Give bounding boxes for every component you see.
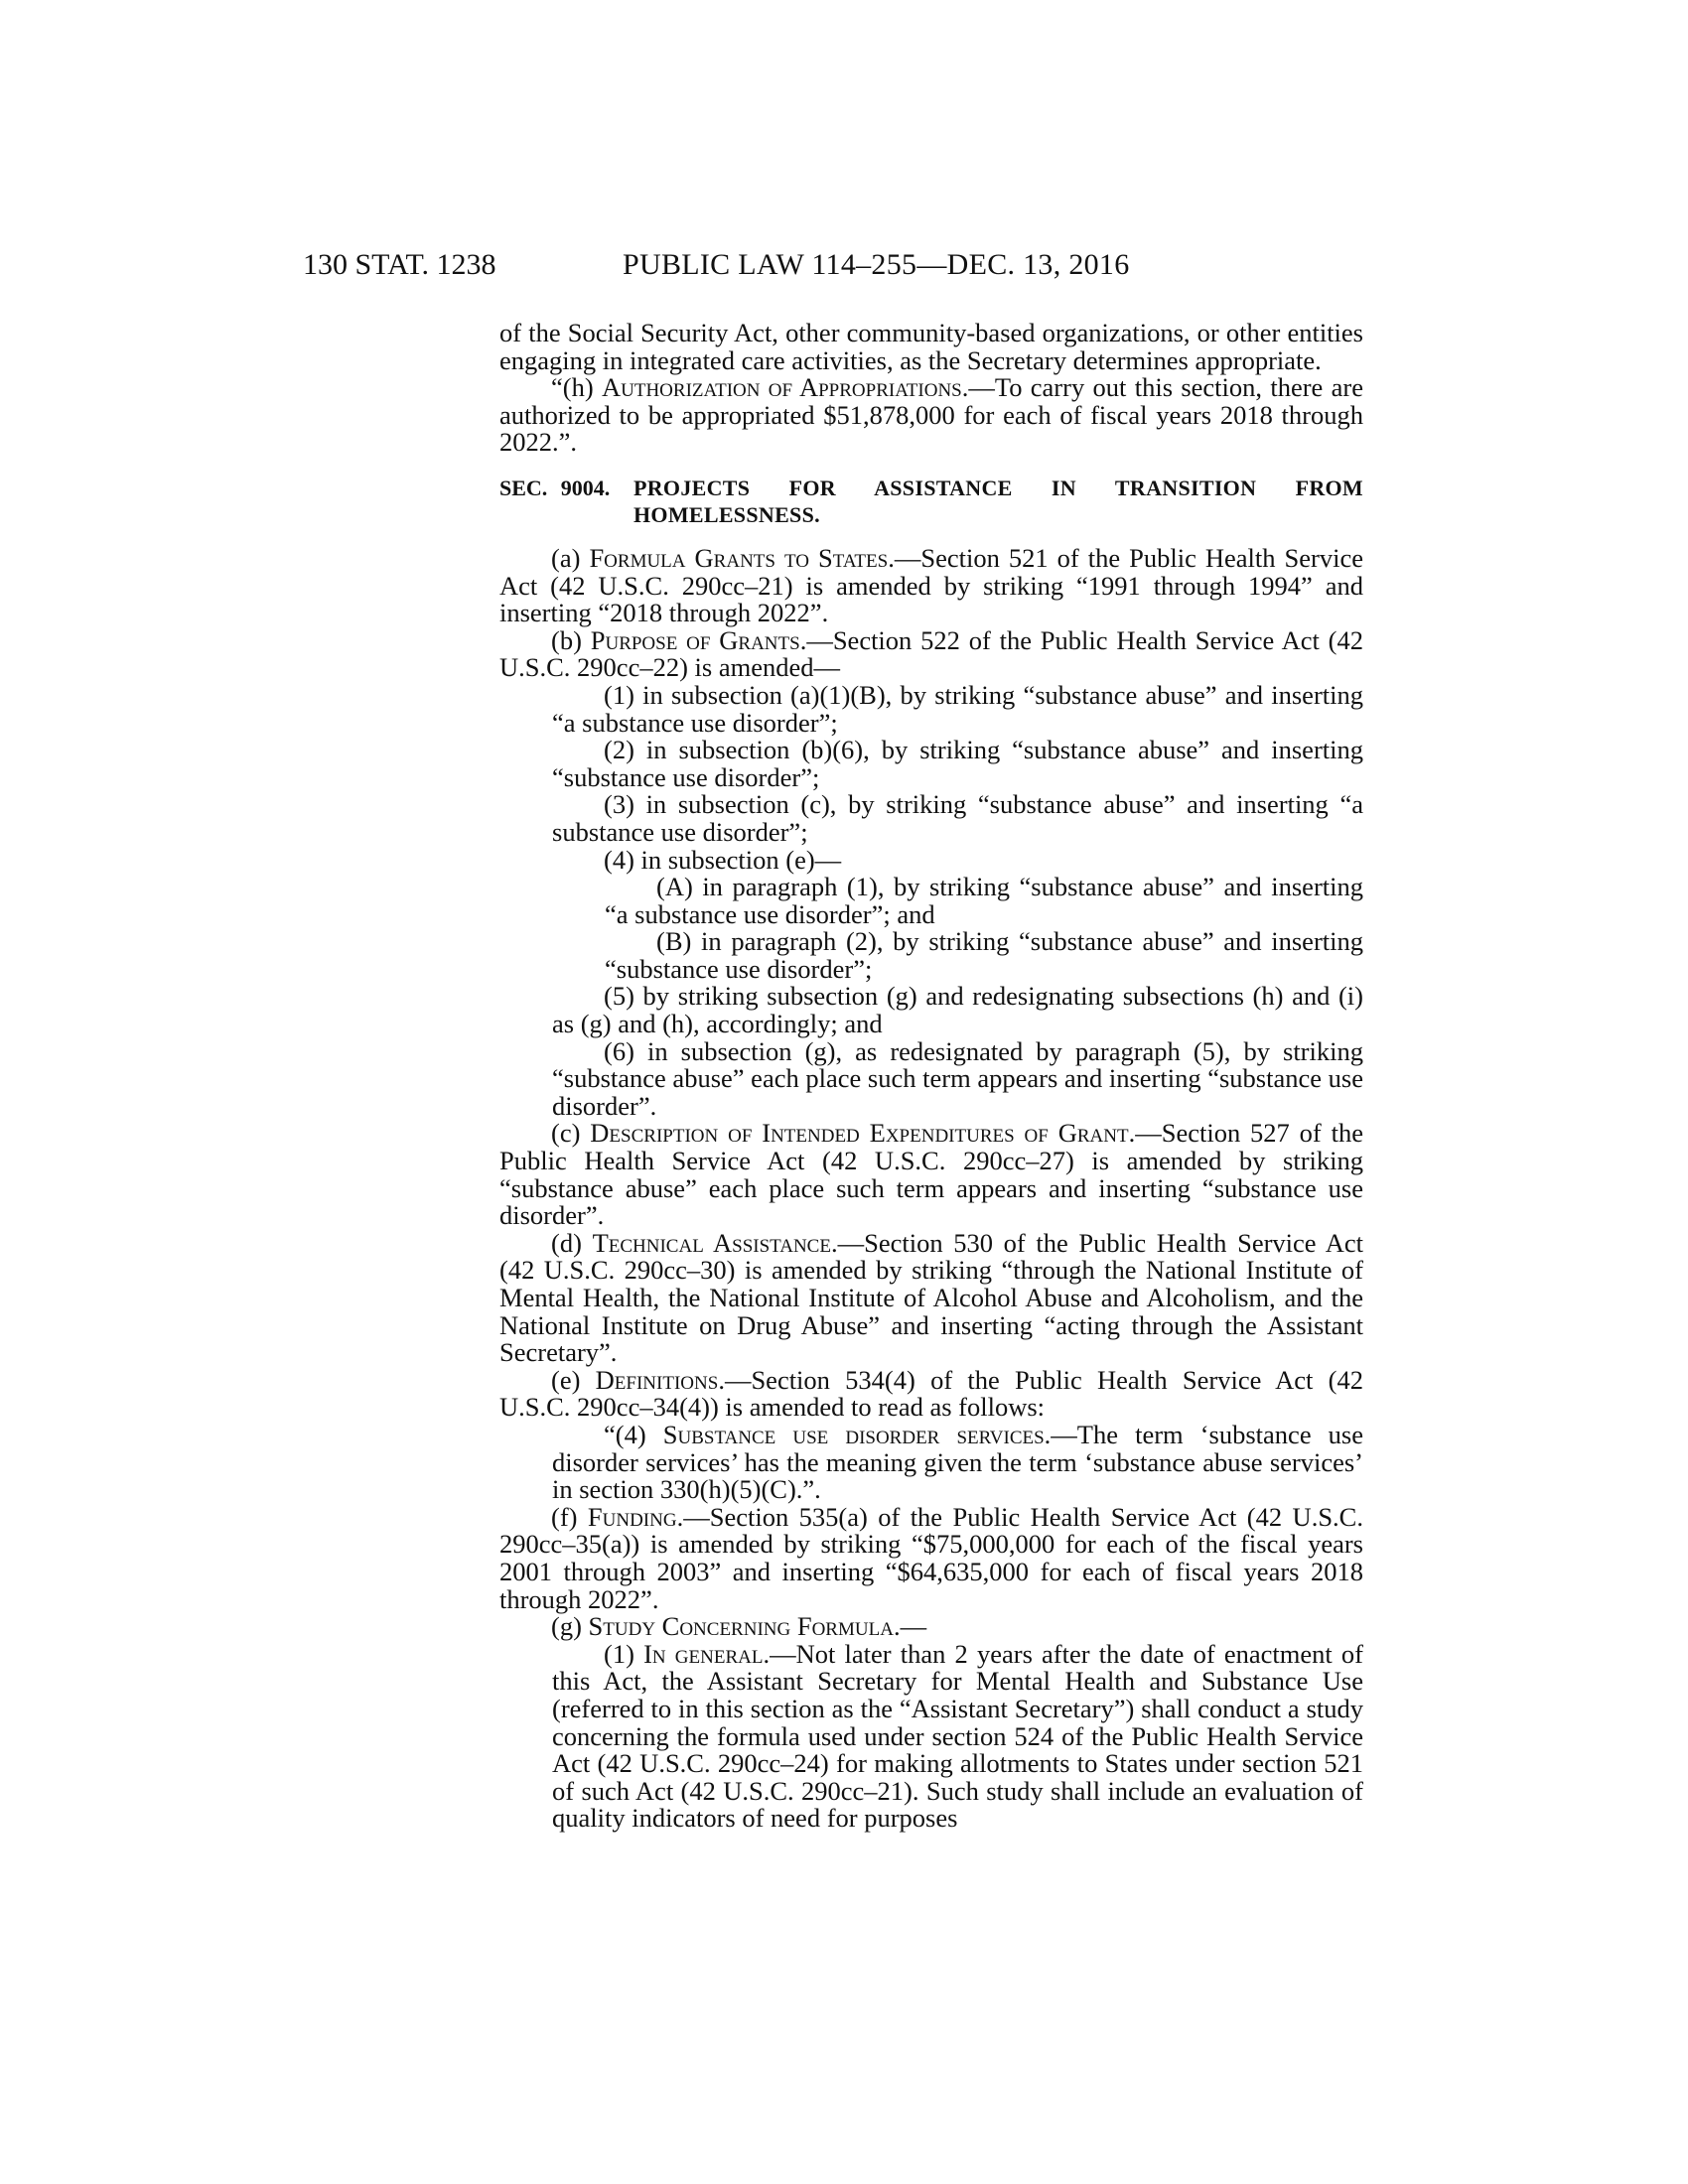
subsection-c	[499, 1120, 1363, 1229]
paragraph-heading: Funding	[587, 1501, 677, 1532]
paragraph-b-3: (3) in subsection (c), by striking “substance abuse” and inserting “a substance use disorder”;	[552, 789, 1363, 847]
section-title: PROJECTS FOR ASSISTANCE IN TRANSITION FROM HOMELESSNESS.	[633, 475, 1363, 527]
paragraph-label: (a)	[551, 542, 590, 573]
paragraph-text: .—Section 521 of the Public Health Service Act (42 U.S.C. 290cc–21) is amended by striking “1991 through 1994” and inserting “2018 through 2022”.	[499, 542, 1363, 628]
subsection-g	[499, 1613, 1363, 1641]
subsection-a	[499, 542, 1363, 628]
paragraph-text: .—Section 534(4) of the Public Health Service Act (42 U.S.C. 290cc–34(4)) is amended to read as follows:	[499, 1364, 1363, 1423]
paragraph-text: .—Section 527 of the Public Health Service Act (42 U.S.C. 290cc–27) is amended by striking “substance abuse” each place such term appears and inserting “substance use disorder”.	[499, 1118, 1364, 1231]
section-number: SEC. 9004.	[499, 475, 611, 500]
paragraph-b-6: (6) in subsection (g), as redesignated by paragraph (5), by striking “substance abuse” each place such term appears and inserting “substance use disorder”.	[552, 1035, 1363, 1121]
statute-page-number: 130 STAT. 1238	[303, 248, 496, 281]
paragraph-label: (f)	[551, 1501, 588, 1532]
paragraph-label: (g)	[551, 1611, 589, 1642]
subsection-b	[499, 624, 1364, 683]
paragraph-heading: Substance use disorder services	[662, 1419, 1045, 1449]
paragraph-b-4: (4) in subsection (e)—	[604, 844, 842, 875]
subsection-e	[499, 1364, 1363, 1423]
paragraph-text: .—Section 522 of the Public Health Service Act (42 U.S.C. 290cc–22) is amended—	[499, 624, 1364, 683]
paragraph-heading: In general	[643, 1638, 764, 1669]
paragraph-heading: Technical Assistance	[592, 1227, 831, 1258]
paragraph-heading: Study Concerning Formula	[588, 1611, 894, 1642]
paragraph-text: .—Not later than 2 years after the date of enactment of this Act, the Assistant Secretary for Mental Health and Substance Use (referred to in this section as the “Assistant Secretary”) shall conduct a study concerning the formula used under section 524 of the Public Health Service Act (42 U.S.C. 290cc–24) for making allotments to States under section 521 of such Act (42 U.S.C. 290cc–21). Such study shall include an evaluation of quality indicators of need for purposes	[552, 1638, 1363, 1834]
subsection-f	[499, 1501, 1363, 1614]
paragraph-text: .—Section 530 of the Public Health Service Act (42 U.S.C. 290cc–30) is amended by striking “through the National Institute of Mental Health, the National Institute of Alcohol Abuse and Alcoholism, and the National Institute on Drug Abuse” and inserting “acting through the Assistant Secretary”.	[499, 1227, 1363, 1368]
paragraph-e-4	[499, 1419, 1363, 1505]
subsection-d	[499, 1227, 1363, 1368]
paragraph-label: (1)	[604, 1638, 644, 1669]
paragraph-heading: Description of Intended Expenditures of Grant	[590, 1118, 1129, 1149]
public-law-title: PUBLIC LAW 114–255—DEC. 13, 2016	[623, 248, 1130, 281]
paragraph-h-authorization	[499, 374, 1363, 457]
paragraph-heading: Definitions	[595, 1364, 719, 1395]
paragraph-text: .—Section 535(a) of the Public Health Service Act (42 U.S.C. 290cc–35(a)) is amended by striking “$75,000,000 for each of the fiscal years 2001 through 2003” and inserting “$64,635,000 for each of fiscal years 2018 through 2022”.	[499, 1501, 1363, 1614]
paragraph-heading: Formula Grants to States	[589, 542, 889, 573]
page-header	[303, 248, 1385, 288]
paragraph-label: (b)	[551, 624, 591, 655]
document-body	[499, 320, 1363, 1833]
paragraph-text: .—To carry out this section, there are authorized to be appropriated $51,878,000 for each of fiscal years 2018 through 2022.”.	[499, 372, 1363, 458]
paragraph-label: (c)	[551, 1118, 591, 1149]
section-heading	[499, 475, 1363, 528]
paragraph-b-5: (5) by striking subsection (g) and redesignating subsections (h) and (i) as (g) and (h), accordingly; and	[552, 981, 1363, 1039]
paragraph-label: (e)	[551, 1364, 596, 1395]
paragraph-text: .—	[893, 1611, 927, 1642]
paragraph-heading: Purpose of Grants	[590, 624, 800, 655]
paragraph-text: .—The term ‘substance use disorder services’ has the meaning given the term ‘substance abuse services’ in section 330(h)(5)(C).”.	[552, 1419, 1363, 1505]
paragraph-label: “(4)	[604, 1419, 663, 1449]
paragraph-continuation: of the Social Security Act, other community-based organizations, or other entities engaging in integrated care activities, as the Secretary determines appropriate.	[499, 318, 1363, 375]
subparagraph-b-4-b: (B) in paragraph (2), by striking “substance abuse” and inserting “substance use disorder”;	[605, 926, 1363, 984]
paragraph-heading: Authorization of Appropriations	[601, 372, 962, 403]
paragraph-label: “(h)	[551, 372, 602, 403]
paragraph-g-1	[499, 1638, 1363, 1834]
subparagraph-b-4-a: (A) in paragraph (1), by striking “substance abuse” and inserting “a substance use disorder”; and	[605, 872, 1363, 929]
paragraph-label: (d)	[551, 1227, 593, 1258]
paragraph-b-1: (1) in subsection (a)(1)(B), by striking “substance abuse” and inserting “a substance use disorder”;	[552, 679, 1363, 738]
paragraph-b-2: (2) in subsection (b)(6), by striking “substance abuse” and inserting “substance use disorder”;	[552, 735, 1363, 792]
